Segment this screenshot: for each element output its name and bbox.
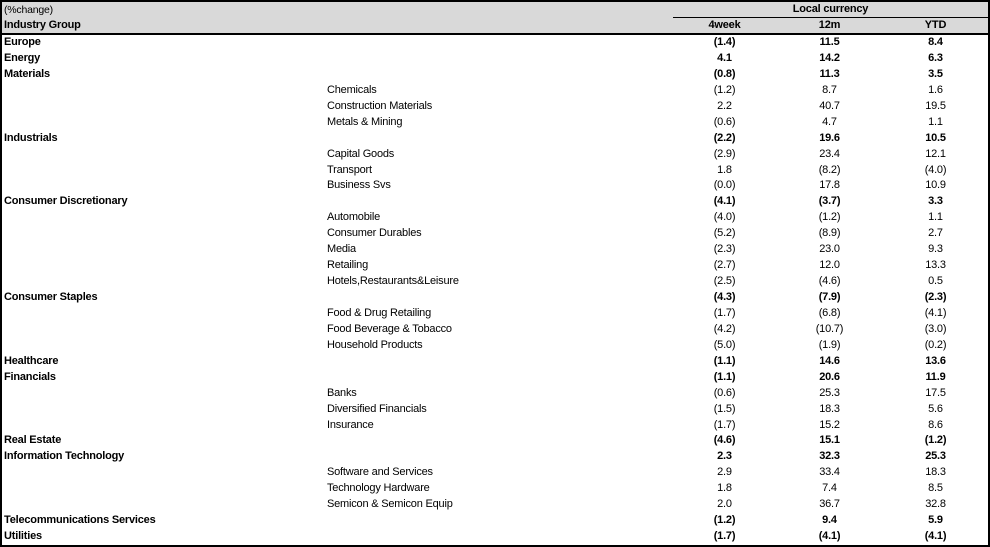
table-row <box>2 242 988 258</box>
percent-change-label: (%change) <box>4 4 53 16</box>
column-headers-row <box>673 18 988 33</box>
industry-label: Chemicals <box>327 83 377 96</box>
value-ytd: 18.3 <box>925 466 946 479</box>
industry-label: Telecommunications Services <box>4 514 156 527</box>
value-ytd: (2.3) <box>924 291 947 303</box>
value-ytd: (4.0) <box>924 163 947 176</box>
value-ytd: 19.5 <box>925 99 946 112</box>
value-12m: 25.3 <box>819 386 840 399</box>
table-row <box>2 338 988 354</box>
value-4week: (1.7) <box>713 306 736 319</box>
industry-label: Financials <box>4 370 56 383</box>
value-ytd: 1.1 <box>928 115 943 128</box>
value-12m: (1.9) <box>818 338 841 351</box>
table-row <box>2 386 988 402</box>
value-4week: 1.8 <box>717 163 732 176</box>
value-12m: 11.5 <box>819 36 840 48</box>
value-12m: (7.9) <box>818 291 841 303</box>
header-right-block <box>673 2 988 33</box>
value-12m: (4.1) <box>818 530 841 543</box>
table-row <box>2 481 988 497</box>
value-4week: (4.6) <box>713 434 736 447</box>
value-12m: (6.8) <box>818 306 841 319</box>
value-4week: (1.1) <box>713 370 736 383</box>
table-row <box>2 163 988 179</box>
value-4week: (0.0) <box>713 179 736 192</box>
value-ytd: 10.5 <box>925 131 946 144</box>
industry-label: Consumer Staples <box>4 291 98 303</box>
value-ytd: 1.6 <box>928 83 943 96</box>
value-4week: (1.5) <box>713 402 736 415</box>
table-row <box>2 418 988 434</box>
value-4week: (2.5) <box>713 275 736 288</box>
table-row <box>2 147 988 163</box>
table-row <box>2 529 988 545</box>
table-header <box>2 2 988 35</box>
table-row <box>2 322 988 338</box>
column-header-12m: 12m <box>818 19 841 31</box>
value-ytd: 32.8 <box>925 498 946 511</box>
table-row <box>2 67 988 83</box>
value-ytd: 25.3 <box>925 450 946 463</box>
value-ytd: (4.1) <box>924 306 947 319</box>
value-ytd: 0.5 <box>928 275 943 288</box>
industry-label: Media <box>327 243 356 256</box>
value-12m: 9.4 <box>822 514 837 527</box>
industry-label: Technology Hardware <box>327 482 430 495</box>
value-4week: 1.8 <box>717 482 732 495</box>
industry-label: Household Products <box>327 338 423 351</box>
table-row <box>2 115 988 131</box>
table-row <box>2 402 988 418</box>
industry-label: Hotels,Restaurants&Leisure <box>327 275 459 288</box>
value-12m: (4.6) <box>818 275 841 288</box>
industry-label: Information Technology <box>4 450 125 463</box>
table-row <box>2 131 988 147</box>
industry-label: Energy <box>4 51 41 64</box>
table-row <box>2 226 988 242</box>
value-12m: (8.9) <box>818 227 841 240</box>
value-12m: 14.6 <box>819 354 840 367</box>
industry-label: Utilities <box>4 530 42 543</box>
header-left-block <box>4 2 81 33</box>
value-12m: 8.7 <box>822 83 837 96</box>
value-ytd: (1.2) <box>924 434 947 447</box>
value-4week: (2.3) <box>713 243 736 256</box>
value-4week: (1.2) <box>713 83 736 96</box>
value-4week: (0.8) <box>713 67 736 80</box>
value-12m: 36.7 <box>819 498 840 511</box>
value-ytd: 3.5 <box>928 67 943 80</box>
value-4week: (1.2) <box>713 514 736 527</box>
value-12m: (8.2) <box>818 163 841 176</box>
industry-label: Construction Materials <box>327 99 433 112</box>
industry-label: Insurance <box>327 418 374 431</box>
value-4week: (4.1) <box>713 195 736 208</box>
value-12m: 4.7 <box>822 115 837 128</box>
industry-label: Banks <box>327 386 357 399</box>
value-12m: 15.1 <box>819 434 840 447</box>
industry-label: Materials <box>4 67 50 80</box>
value-ytd: 8.5 <box>928 482 943 495</box>
industry-label: Industrials <box>4 131 58 144</box>
value-4week: (1.7) <box>713 530 736 543</box>
table-row <box>2 465 988 481</box>
value-12m: 19.6 <box>819 131 840 144</box>
value-ytd: 8.4 <box>928 36 943 48</box>
industry-group-column-header: Industry Group <box>4 19 81 31</box>
value-ytd: 3.3 <box>928 195 943 208</box>
table-row <box>2 258 988 274</box>
value-12m: 23.4 <box>819 147 840 160</box>
value-ytd: 17.5 <box>925 386 946 399</box>
table-row <box>2 513 988 529</box>
table-row <box>2 83 988 99</box>
table-row <box>2 194 988 210</box>
industry-label: Food & Drug Retailing <box>327 306 432 319</box>
value-4week: (1.7) <box>713 418 736 431</box>
local-currency-group-header: Local currency <box>673 2 988 18</box>
value-ytd: (0.2) <box>924 338 947 351</box>
value-12m: (1.2) <box>818 211 841 224</box>
industry-label: Metals & Mining <box>327 115 403 128</box>
value-12m: (10.7) <box>815 322 844 335</box>
industry-label: Automobile <box>327 211 381 224</box>
value-12m: 40.7 <box>819 99 840 112</box>
value-ytd: 9.3 <box>928 243 943 256</box>
industry-label: Diversified Financials <box>327 402 427 415</box>
value-4week: (2.7) <box>713 259 736 272</box>
value-ytd: 6.3 <box>928 51 943 64</box>
value-4week: 2.3 <box>717 450 732 463</box>
value-4week: (2.2) <box>713 131 736 144</box>
value-12m: 23.0 <box>819 243 840 256</box>
value-ytd: 5.9 <box>928 514 943 527</box>
industry-label: Business Svs <box>327 179 391 192</box>
value-12m: (3.7) <box>818 195 841 208</box>
table-body <box>2 35 988 545</box>
value-4week: (5.0) <box>713 338 736 351</box>
value-ytd: 11.9 <box>925 370 946 383</box>
table-row <box>2 433 988 449</box>
table-row <box>2 210 988 226</box>
table-row <box>2 354 988 370</box>
table-row <box>2 290 988 306</box>
value-ytd: 13.6 <box>925 354 946 367</box>
value-ytd: (4.1) <box>924 530 947 543</box>
industry-label: Transport <box>327 163 372 176</box>
value-ytd: 13.3 <box>925 259 946 272</box>
industry-label: Europe <box>4 36 41 48</box>
value-12m: 20.6 <box>819 370 840 383</box>
value-12m: 33.4 <box>819 466 840 479</box>
value-12m: 32.3 <box>819 450 840 463</box>
value-12m: 17.8 <box>819 179 840 192</box>
value-12m: 7.4 <box>822 482 837 495</box>
table-row <box>2 449 988 465</box>
value-4week: (1.4) <box>713 36 736 48</box>
table-row <box>2 306 988 322</box>
table-row <box>2 178 988 194</box>
column-header-4week: 4week <box>708 19 741 31</box>
table-row <box>2 35 988 51</box>
value-ytd: 10.9 <box>925 179 946 192</box>
value-4week: (5.2) <box>713 227 736 240</box>
value-ytd: (3.0) <box>924 322 947 335</box>
industry-label: Software and Services <box>327 466 433 479</box>
value-4week: (4.3) <box>713 291 736 303</box>
industry-label: Capital Goods <box>327 147 395 160</box>
value-4week: (1.1) <box>713 354 736 367</box>
column-header-ytd: YTD <box>924 19 947 31</box>
value-ytd: 8.6 <box>928 418 943 431</box>
table-row <box>2 370 988 386</box>
value-4week: 2.9 <box>717 466 732 479</box>
table-row <box>2 99 988 115</box>
industry-label: Healthcare <box>4 354 59 367</box>
industry-label: Food Beverage & Tobacco <box>327 322 452 335</box>
industry-label: Consumer Durables <box>327 227 422 240</box>
value-12m: 15.2 <box>819 418 840 431</box>
value-12m: 18.3 <box>819 402 840 415</box>
value-12m: 14.2 <box>819 51 840 64</box>
value-12m: 11.3 <box>819 67 840 80</box>
table-row <box>2 51 988 67</box>
value-4week: (0.6) <box>713 386 736 399</box>
value-4week: (4.0) <box>713 211 736 224</box>
value-ytd: 5.6 <box>928 402 943 415</box>
value-4week: (2.9) <box>713 147 736 160</box>
value-4week: (0.6) <box>713 115 736 128</box>
value-4week: 4.1 <box>717 51 732 64</box>
industry-label: Real Estate <box>4 434 62 447</box>
value-4week: 2.0 <box>717 498 732 511</box>
value-4week: (4.2) <box>713 322 736 335</box>
value-ytd: 12.1 <box>925 147 946 160</box>
value-4week: 2.2 <box>717 99 732 112</box>
industry-label: Semicon & Semicon Equip <box>327 498 453 511</box>
table-row <box>2 497 988 513</box>
value-ytd: 1.1 <box>928 211 943 224</box>
industry-label: Retailing <box>327 259 369 272</box>
value-ytd: 2.7 <box>928 227 943 240</box>
table-row <box>2 274 988 290</box>
industry-label: Consumer Discretionary <box>4 195 128 208</box>
value-12m: 12.0 <box>819 259 840 272</box>
